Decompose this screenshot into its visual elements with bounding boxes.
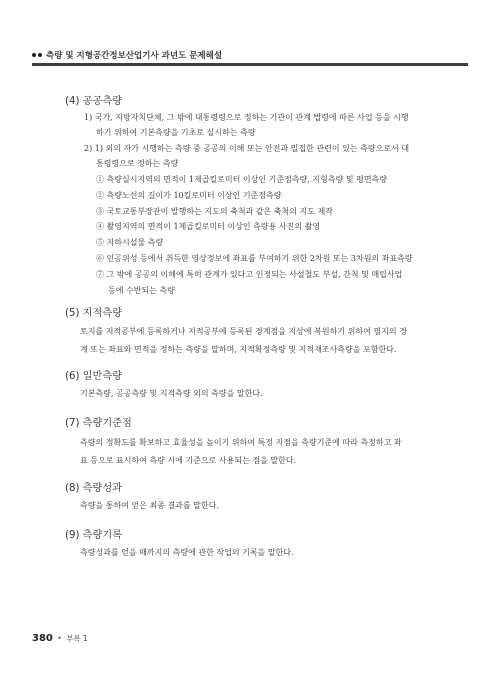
- public-survey-def-2: 2) 1) 외의 자가 시행하는 측량 중 공공의 이해 또는 안전과 밀접한 관련이 있는 측량으로서 대 통령령으로 정하는 측량: [84, 144, 410, 168]
- page-number: 380: [32, 633, 53, 644]
- header-dots-icon: [32, 53, 42, 57]
- list-item: ① 측량실시지역의 면적이 1제곱킬로미터 이상인 기준점측량, 지형측량 및 평면측량: [96, 175, 387, 184]
- public-survey-def-1: 1) 국가, 지방자치단체, 그 밖에 대통령령으로 정하는 기관이 관계 법령에 따른 사업 등을 시행 하기 위하여 기본측량을 기초로 실시하는 측량: [84, 113, 409, 137]
- public-survey-list: [96, 172, 413, 298]
- list-item: 등에 수반되는 측량: [108, 285, 175, 295]
- list-item: ⑥ 인공위성 등에서 취득한 영상정보에 좌표를 부여하기 위한 2차원 또는 3차원의 좌표측량: [96, 253, 413, 263]
- header-title: 측량 및 지형공간정보산업기사 과년도 문제해설: [46, 51, 223, 61]
- list-item: ⑤ 지하시설물 측량: [96, 238, 164, 248]
- heading-control-point: (7) 측량기준점: [65, 418, 132, 429]
- control-point-text: 측량의 정확도를 확보하고 효율성을 높이기 위하여 특정 지점을 측량기준에 따라 측정하고 좌 표 등으로 표시하여 측량 시에 기준으로 사용되는 점을 말한다.: [80, 438, 402, 465]
- list-item: ③ 국토교통부장관이 발행하는 지도의 축척과 같은 축척의 지도 제작: [96, 206, 333, 216]
- general-survey-text: 기본측량, 공공측량 및 지적측량 외의 측량을 말한다.: [80, 389, 263, 398]
- footer-section-name: 부록 1: [66, 634, 88, 643]
- heading-survey-record: (9) 측량기록: [65, 530, 123, 541]
- list-item: ② 측량노선의 길이가 10킬로미터 이상인 기준점측량: [96, 190, 282, 200]
- heading-cadastral-survey: (5) 지적측량: [65, 308, 123, 319]
- page-footer: [32, 633, 88, 644]
- list-item: ⑦ 그 밖에 공공의 이해에 특히 관계가 있다고 인정되는 사설철도 부설, 간척 및 매립사업: [96, 269, 403, 279]
- heading-general-survey: (6) 일반측량: [65, 371, 123, 382]
- footer-bullet: •: [56, 634, 63, 644]
- heading-public-survey: (4) 공공측량: [65, 96, 123, 107]
- heading-survey-result: (8) 측량성과: [65, 483, 123, 494]
- header-rule: [32, 63, 468, 66]
- cadastral-survey-text: 토지를 지적공부에 등록하거나 지적공부에 등록된 경계점을 지상에 복원하기 위하여 필지의 경 계 또는 좌표와 면적을 정하는 측량을 말하며, 지적확정측량 및 지적재조사측량을 포함한다.: [80, 327, 407, 354]
- survey-record-text: 측량성과를 얻을 때까지의 측량에 관한 작업의 기록을 말한다.: [80, 548, 294, 557]
- list-item: ④ 촬영지역의 면적이 1제곱킬로미터 이상인 측량용 사진의 촬영: [96, 222, 321, 232]
- running-header: [32, 49, 222, 61]
- survey-result-text: 측량을 통하여 얻은 최종 결과를 말한다.: [80, 501, 219, 510]
